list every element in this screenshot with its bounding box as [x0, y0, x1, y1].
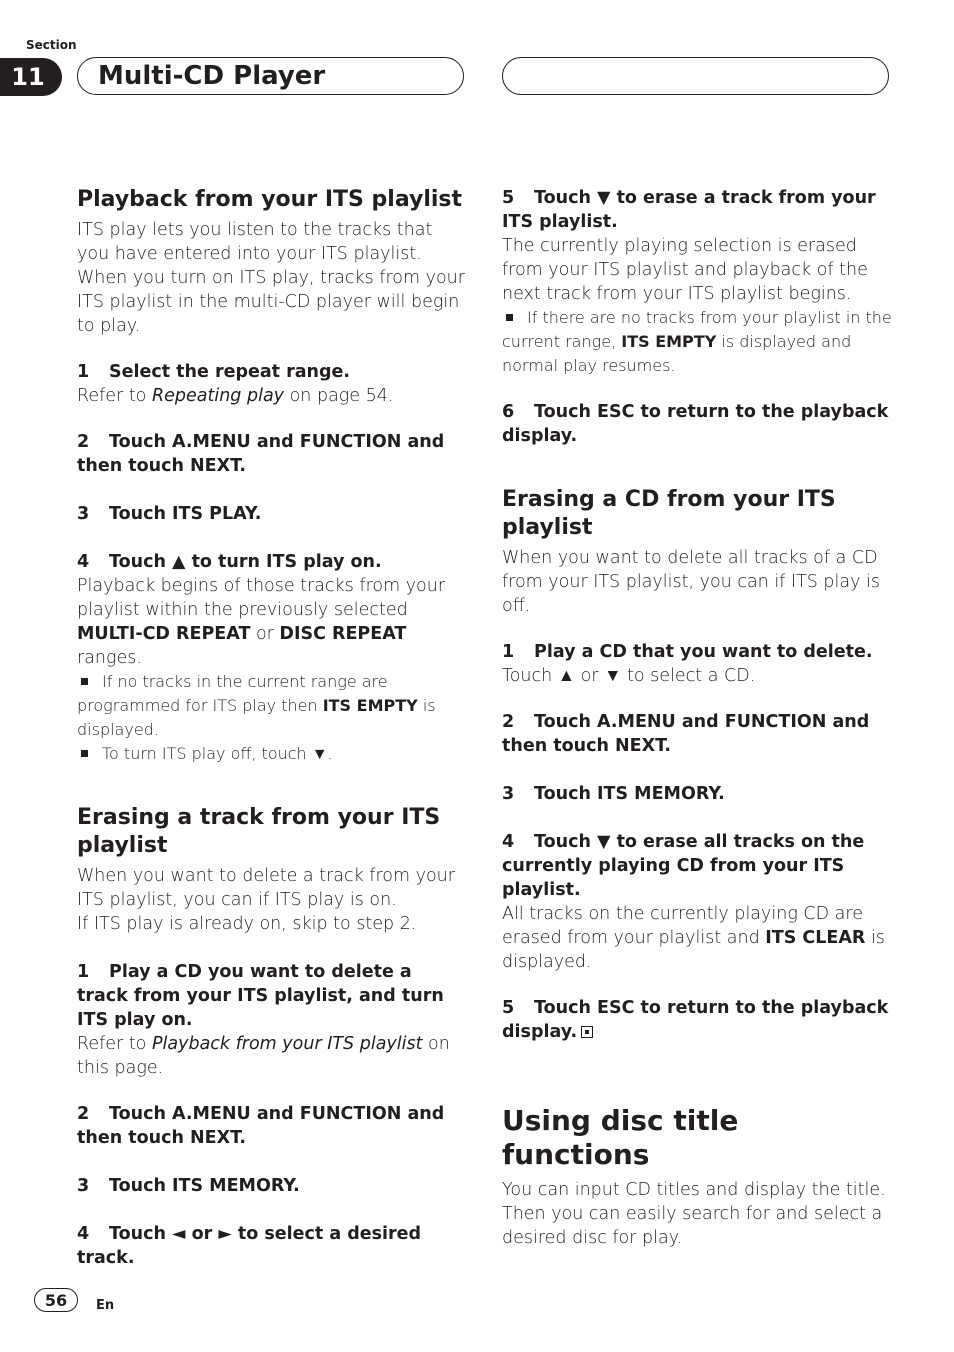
step-erase-track: 5 Touch ▼ to erase a track from your ITS playlist. [502, 188, 876, 232]
step-cd-its-memory: 3 Touch ITS MEMORY. [502, 784, 725, 804]
step-erase-all-tracks: 4 Touch ▼ to erase all tracks on the currently playing CD from your ITS playlist. [502, 832, 865, 900]
step-its-play-on: 4 Touch ▲ to turn ITS play on. [77, 552, 382, 572]
erase-track-intro-2: If ITS play is already on, skip to step 2. [77, 914, 417, 934]
note-its-empty: If no tracks in the current range are programmed for ITS play then ITS EMPTY is displayed. [77, 672, 436, 739]
step-its-play-on-body: Playback begins of those tracks from your playlist within the previously selected MULTI-CD REPEAT or DISC REPEAT ranges. [77, 576, 446, 668]
section-number-badge: 11 [0, 58, 62, 96]
right-column [502, 186, 894, 1250]
step-select-range: 1 Select the repeat range. [77, 362, 351, 382]
playback-intro: ITS play lets you listen to the tracks that you have entered into your ITS playlist. When you turn on ITS play, tracks from your ITS playlist in the multi-CD player will begin to play. [77, 220, 465, 336]
step-touch-amenu: 2 Touch A.MENU and FUNCTION and then touch NEXT. [77, 432, 445, 476]
step-touch-its-play: 3 Touch ITS PLAY. [77, 504, 262, 524]
heading-erase-cd: Erasing a CD from your ITS playlist [502, 487, 836, 540]
step-play-cd-delete-body: Touch ▲ or ▼ to select a CD. [502, 666, 756, 686]
page-title: Multi-CD Player [98, 61, 326, 91]
disc-title-intro: You can input CD titles and display the title. Then you can easily search for and select a desired disc for play. [502, 1180, 886, 1248]
bullet-icon [81, 750, 88, 757]
bullet-icon [506, 314, 513, 321]
language-label: En [96, 1298, 115, 1313]
step-erase-track-body: The currently playing selection is erased from your ITS playlist and playback of the next track from your ITS playlist begins. [502, 236, 868, 304]
heading-playback: Playback from your ITS playlist [77, 187, 463, 212]
section-label: Section [26, 38, 77, 52]
note-no-tracks: If there are no tracks from your playlist in the current range, ITS EMPTY is displayed and normal play resumes. [502, 308, 892, 375]
page-number: 56 [34, 1288, 78, 1312]
erase-cd-intro: When you want to delete all tracks of a CD from your ITS playlist, you can if ITS play is off. [502, 548, 881, 616]
step-erase-touch-amenu: 2 Touch A.MENU and FUNCTION and then touch NEXT. [77, 1104, 445, 1148]
step-erase-its-memory: 3 Touch ITS MEMORY. [77, 1176, 300, 1196]
bullet-icon [81, 678, 88, 685]
erase-track-intro-1: When you want to delete a track from your ITS playlist, you can if ITS play is on. [77, 866, 455, 910]
end-mark-icon [581, 1026, 593, 1038]
step-select-range-body: Refer to Repeating play on page 54. [77, 386, 394, 406]
header-empty-frame [502, 57, 889, 95]
step-cd-esc-return: 5 Touch ESC to return to the playback display. [502, 998, 889, 1042]
step-erase-all-tracks-body: All tracks on the currently playing CD are erased from your playlist and ITS CLEAR is displayed. [502, 904, 885, 972]
heading-erase-track: Erasing a track from your ITS playlist [77, 805, 441, 858]
step-play-cd-delete: 1 Play a CD that you want to delete. [502, 642, 873, 662]
note-its-off: To turn ITS play off, touch ▼. [77, 742, 467, 766]
heading-disc-title: Using disc title functions [502, 1104, 739, 1171]
step-esc-return: 6 Touch ESC to return to the playback display. [502, 402, 889, 446]
step-cd-touch-amenu: 2 Touch A.MENU and FUNCTION and then touch NEXT. [502, 712, 870, 756]
step-play-cd-delete-track: 1 Play a CD you want to delete a track from your ITS playlist, and turn ITS play on. [77, 962, 444, 1030]
left-column [77, 186, 467, 1270]
step-select-track: 4 Touch ◄ or ► to select a desired track. [77, 1224, 422, 1268]
step-play-cd-delete-track-body: Refer to Playback from your ITS playlist on this page. [77, 1034, 450, 1078]
